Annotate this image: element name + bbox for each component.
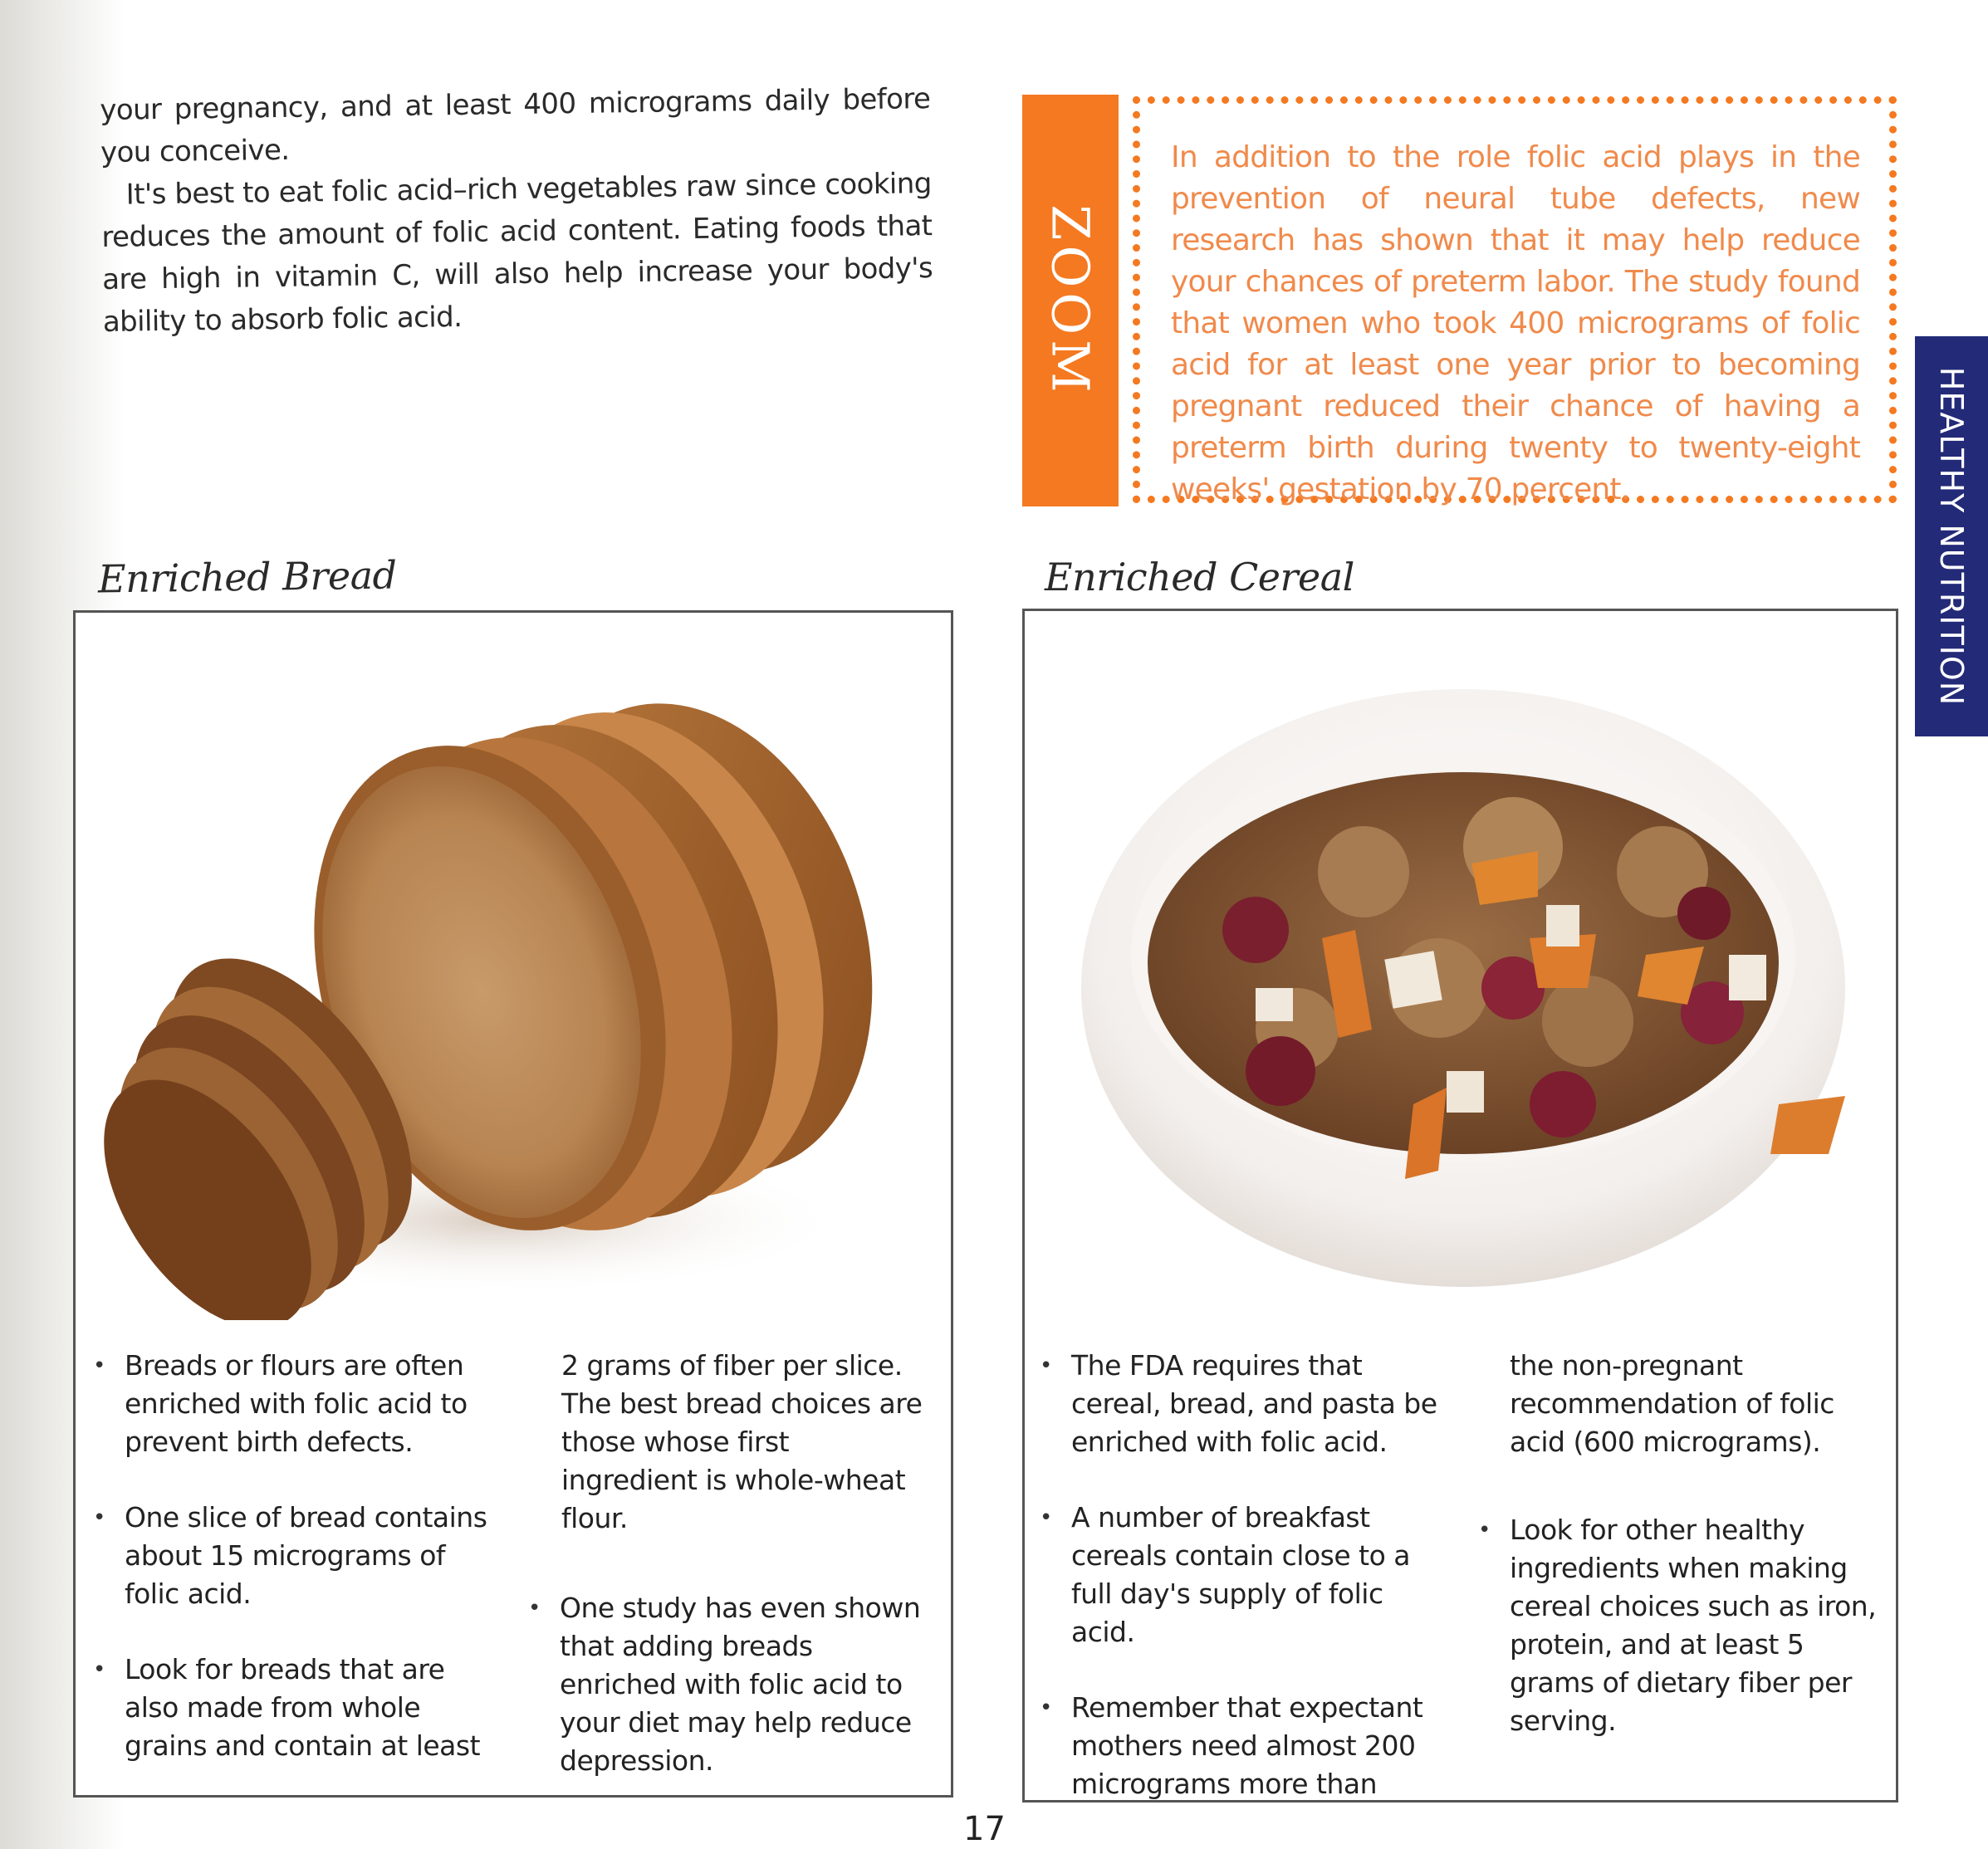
cereal-bullet: • Look for other healthy ingredients when making cereal choices such as iron, protein, and at least 5 grams of dietary fiber per serving.	[1478, 1511, 1877, 1740]
cereal-bullet: • The FDA requires that cereal, bread, and pasta be enriched with folic acid.	[1040, 1347, 1455, 1461]
bread-bullet: • Look for breads that are also made from whole grains and contain at least	[93, 1651, 492, 1765]
bread-bullet: • One slice of bread contains about 15 micrograms of folic acid.	[93, 1499, 492, 1613]
bread-bullet: • One study has even shown that adding breads enriched with folic acid to your diet may help reduce depression.	[528, 1589, 927, 1780]
bread-photo	[100, 639, 922, 1320]
section-tab-label: HEALTHY NUTRITION	[1933, 366, 1971, 707]
section-tab	[1915, 336, 1988, 736]
cereal-image	[1048, 639, 1870, 1320]
intro-paragraph: your pregnancy, and at least 400 micrograms daily before you conceive.	[100, 82, 931, 169]
intro-paragraph: It's best to eat folic acid–rich vegetables raw since cooking reduces the amount of folic acid content. Eating foods that are high in vitamin C, will also help increase your body's ability to absorb folic acid.	[101, 167, 933, 339]
page-number: 17	[963, 1810, 1006, 1848]
intro-text	[100, 78, 933, 344]
bread-bullet-continued: 2 grams of fiber per slice. The best bread choices are those whose first ingredient is whole-wheat flour.	[561, 1349, 923, 1534]
cereal-bullet: • A number of breakfast cereals contain close to a full day's supply of folic acid.	[1040, 1499, 1455, 1651]
cereal-photo	[1048, 639, 1870, 1320]
bread-image	[100, 639, 922, 1320]
bread-section-title: Enriched Bread	[97, 552, 397, 602]
bread-bullet: • Breads or flours are often enriched with folic acid to prevent birth defects.	[93, 1347, 492, 1461]
cereal-bullet-continued: the non-pregnant recommendation of folic acid (600 micrograms).	[1510, 1349, 1834, 1458]
cereal-bullets-col2	[1478, 1347, 1877, 1778]
zoom-callout-text: In addition to the role folic acid plays in the prevention of neural tube defects, new research has shown that it may help reduce your chances of preterm labor. The study found that women who took 400 micrograms of folic acid for at least one year prior to becoming pregnant reduced their chance of having a preterm birth during twenty to twenty-eight weeks' gestation by 70 percent.	[1171, 140, 1860, 506]
bread-bullets-col1	[93, 1347, 492, 1803]
zoom-label-bar	[1022, 95, 1119, 506]
zoom-label: ZOOM	[1040, 203, 1101, 398]
cereal-bullets-col1	[1040, 1347, 1455, 1841]
cereal-bullet: • Remember that expectant mothers need almost 200 micrograms more than	[1040, 1689, 1455, 1803]
bread-bullets-col2	[528, 1347, 927, 1817]
cereal-section-title: Enriched Cereal	[1045, 555, 1354, 599]
